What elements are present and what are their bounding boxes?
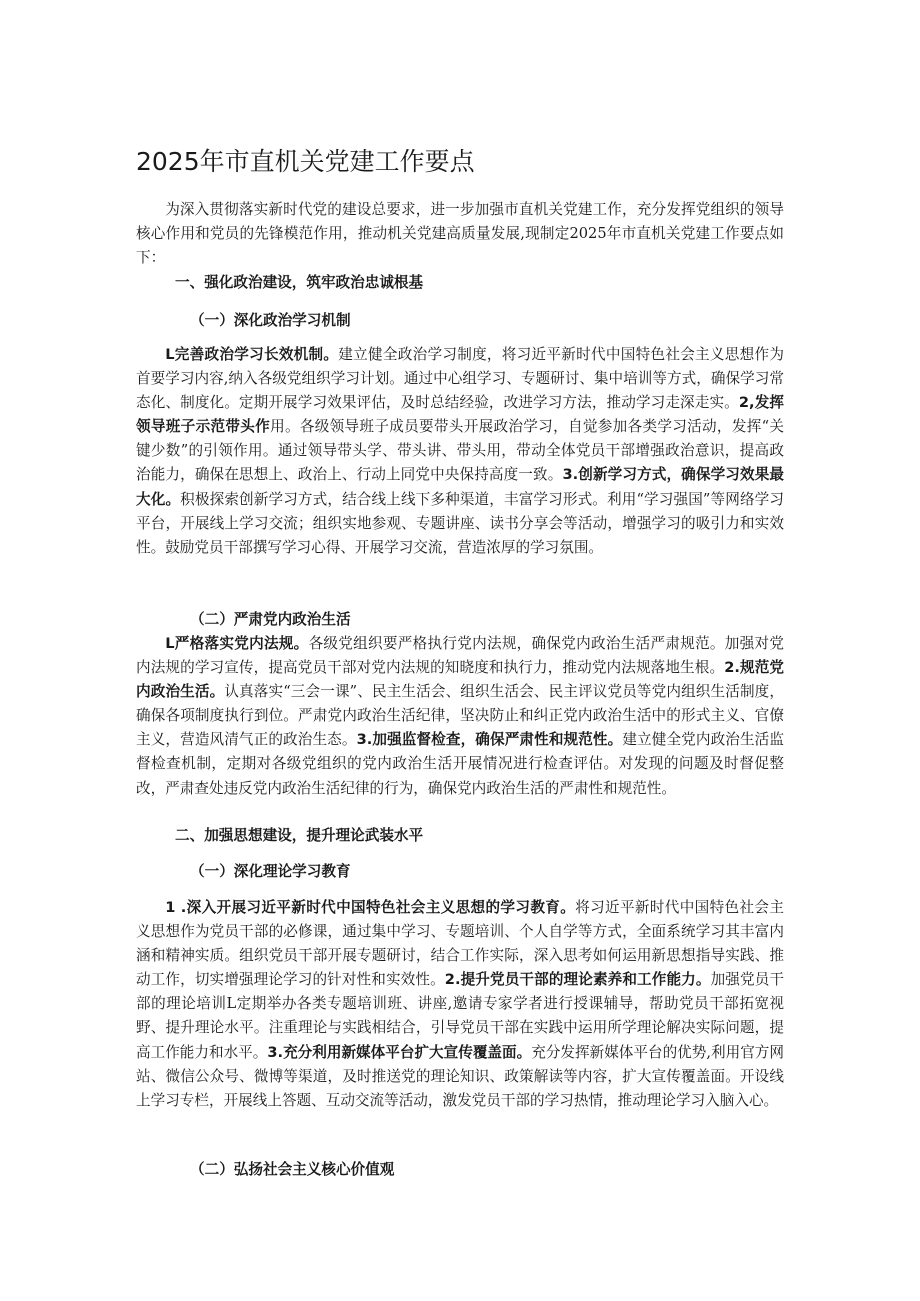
section-2-heading: 二、加强思想建设，提升理论武装水平	[175, 827, 424, 844]
section-2-1-paragraph	[136, 896, 784, 1113]
item-1-1-2-lead: 2,发挥领导班子示范带头作	[136, 394, 784, 436]
section-2-1-heading: （一）深化理论学习教育	[190, 863, 351, 880]
section-1-1-heading: （一）深化政治学习机制	[190, 312, 351, 329]
item-1-2-1-text: 各级党组织要严格执行党内法规，确保党内政治生活严肃规范。加强对党内法规的学习宣传，提高党员干部对党内法规的知晓度和执行力，推动党内法规落地生根。	[136, 635, 784, 677]
item-2-1-2-lead: 2.提升党员干部的理论素养和工作能力。	[444, 971, 711, 989]
item-2-1-2-text: 加强党员干部的理论培训L定期举办各类专题培训班、讲座,邀请专家学者进行授课辅导，帮助党员干部拓宽视野、提升理论水平。注重理论与实践相结合，引导党员干部在实践中运用所学理论解决实际问题，提高工作能力和水平。	[136, 971, 784, 1061]
document-title: 2025年市直机关党建工作要点	[136, 147, 475, 176]
item-1-2-1-lead: L严格落实党内法规。	[165, 635, 309, 652]
section-1-2-heading: （二）严肃党内政治生活	[190, 611, 351, 628]
item-2-1-3-text: 充分发挥新媒体平台的优势,利用官方网站、微信公众号、微博等渠道，及时推送党的理论知识、政策解读等内容，扩大宣传覆盖面。开设线上学习专栏，开展线上答题、互动交流等活动，激发党员干部的学习热情，推动理论学习入脑入心。	[136, 1043, 784, 1109]
section-2-2-heading: （二）弘扬社会主义核心价值观	[190, 1161, 395, 1178]
item-1-2-2-lead: 2.规范党内政治生活。	[136, 659, 784, 701]
item-1-2-2-text: 认真落实“三会一课”、民主生活会、组织生活会、民主评议党员等党内组织生活制度，确保各项制度执行到位。严肃党内政治生活纪律，坚决防止和纠正党内政治生活中的形式主义、官僚主义，营造风清气正的政治生态。	[136, 683, 784, 749]
item-1-1-3-text: 积极探索创新学习方式，结合线上线下多种渠道，丰富学习形式。利用“学习强国”等网络学习平台，开展线上学习交流；组织实地参观、专题讲座、读书分享会等活动，增强学习的吸引力和实效性。鼓励党员干部撰写学习心得、开展学习交流，营造浓厚的学习氛围。	[136, 490, 784, 556]
intro-paragraph: 为深入贯彻落实新时代党的建设总要求，进一步加强市直机关党建工作，充分发挥党组织的领导核心作用和党员的先锋模范作用，推动机关党建高质量发展,现制定2025年市直机关党建工作要点如下：	[136, 201, 784, 267]
section-1-2-paragraph	[136, 632, 784, 801]
item-1-2-3-lead: 3.加强监督检查，确保严肃性和规范性。	[356, 731, 623, 749]
item-1-2-3-text: 建立健全党内政治生活监督检查机制，定期对各级党组织的党内政治生活开展情况进行检查评估。对发现的问题及时督促整改，严肃查处违反党内政治生活纪律的行为，确保党内政治生活的严肃性和规范性。	[136, 731, 784, 797]
item-2-1-1-lead: 1 .深入开展习近平新时代中国特色社会主义思想的学习教育。	[165, 899, 576, 916]
item-1-1-3-lead: 3.创新学习方式，确保学习效果最大化。	[136, 466, 784, 508]
item-2-1-3-lead: 3.充分利用新媒体平台扩大宣传覆盖面。	[267, 1043, 532, 1061]
section-1-1-paragraph	[136, 343, 784, 560]
item-1-1-2-text: 用。各级领导班子成员要带头开展政治学习，自觉参加各类学习活动，发挥“关键少数”的引领作用。通过领导带头学、带头讲、带头用，带动全体党员干部增强政治意识，提高政治能力，确保在思想上、政治上、行动上同党中央保持高度一致。	[136, 418, 784, 484]
item-2-1-1-text: 将习近平新时代中国特色社会主义思想作为党员干部的必修课，通过集中学习、专题培训、个人自学等方式，全面系统学习其丰富内涵和精神实质。组织党员干部开展专题研讨，结合工作实际，深入思考如何运用新思想指导实践、推动工作，切实增强理论学习的针对性和实效性。	[136, 899, 784, 989]
item-1-1-1-lead: L完善政治学习长效机制。	[165, 346, 339, 363]
section-1-heading: 一、强化政治建设，筑牢政治忠诚根基	[175, 274, 424, 291]
item-1-1-1-text: 建立健全政治学习制度，将习近平新时代中国特色社会主义思想作为首要学习内容,纳入各级党组织学习计划。通过中心组学习、专题研讨、集中培训等方式，确保学习常态化、制度化。定期开展学习效果评估，及时总结经验，改进学习方法，推动学习走深走实。	[136, 346, 784, 412]
